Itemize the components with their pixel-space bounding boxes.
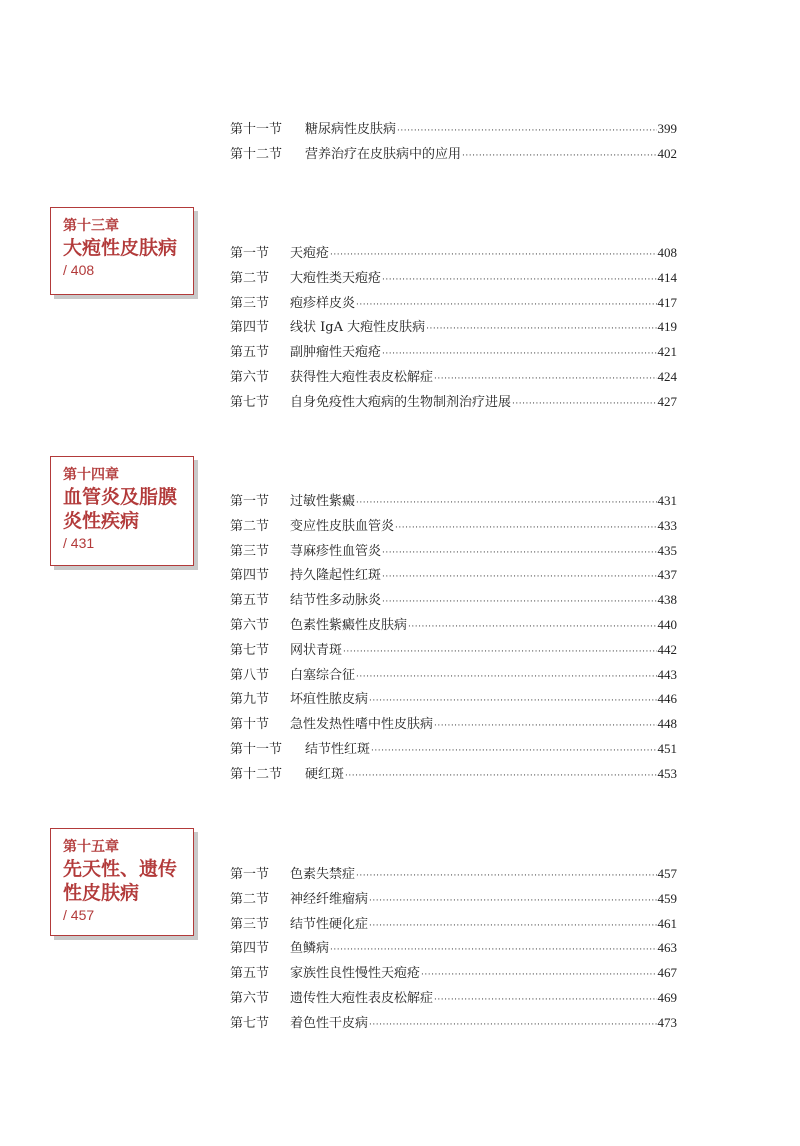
section-title: 获得性大疱性表皮松解症 (290, 369, 434, 385)
section-title: 荨麻疹性血管炎 (290, 543, 382, 559)
dot-leader (408, 622, 656, 632)
section-title: 色素性紫癜性皮肤病 (290, 617, 408, 633)
toc-row[interactable] (230, 614, 677, 639)
section-label: 第五节 (230, 593, 270, 609)
dot-leader (462, 151, 656, 161)
section-label: 第五节 (230, 966, 270, 982)
toc-row[interactable] (230, 962, 677, 987)
section-label: 第四节 (230, 568, 270, 584)
chapter-number: 第十五章 (63, 839, 119, 855)
dot-leader (512, 399, 656, 409)
chapter-14-heading[interactable] (50, 456, 194, 566)
section-title: 线状 IgA 大疱性皮肤病 (290, 320, 426, 336)
toc-row[interactable] (230, 242, 677, 267)
dot-leader (434, 374, 656, 384)
toc-row[interactable] (230, 143, 677, 168)
toc-row[interactable] (230, 391, 677, 416)
section-label: 第四节 (230, 320, 270, 336)
toc-list-chapter-15 (230, 863, 677, 1037)
dot-leader (382, 548, 656, 558)
section-title: 家族性良性慢性天疱疮 (290, 966, 421, 982)
dot-leader (382, 597, 656, 607)
section-title: 天疱疮 (290, 246, 330, 261)
section-label: 第五节 (230, 345, 270, 361)
section-title: 结节性红斑 (305, 741, 371, 757)
section-title: 鱼鳞病 (290, 941, 330, 957)
dot-leader (345, 771, 656, 781)
chapter-15-heading[interactable] (50, 828, 194, 936)
section-page: 473 (657, 1014, 677, 1030)
toc-row[interactable] (230, 564, 677, 589)
chapter-title: 大疱性皮肤病 (63, 237, 178, 259)
section-label: 第二节 (230, 270, 270, 286)
chapter-title: 血管炎及脂膜 炎性疾病 (63, 486, 178, 532)
section-title: 白塞综合征 (290, 667, 356, 683)
dot-leader (330, 945, 656, 955)
section-label: 第十二节 (230, 766, 283, 782)
section-title: 遗传性大疱性表皮松解症 (290, 990, 434, 1006)
section-title: 变应性皮肤血管炎 (290, 518, 395, 534)
section-page: 451 (657, 740, 677, 756)
section-page: 408 (657, 245, 677, 260)
section-page: 440 (657, 616, 677, 632)
section-page: 461 (657, 915, 677, 931)
section-label: 第十一节 (230, 122, 283, 137)
dot-leader (382, 275, 656, 285)
dot-leader (397, 126, 656, 136)
section-page: 427 (657, 393, 677, 409)
section-title: 色素失禁症 (290, 867, 356, 882)
toc-row[interactable] (230, 913, 677, 938)
section-page: 419 (657, 319, 677, 335)
section-title: 大疱性类天疱疮 (290, 270, 382, 286)
toc-row[interactable] (230, 267, 677, 292)
section-page: 469 (657, 989, 677, 1005)
dot-leader (382, 349, 656, 359)
dot-leader (330, 250, 656, 260)
dot-leader (369, 696, 656, 706)
toc-list-chapter-13 (230, 242, 677, 416)
toc-row[interactable] (230, 341, 677, 366)
section-title: 硬红斑 (305, 766, 345, 782)
section-label: 第一节 (230, 867, 270, 882)
section-label: 第七节 (230, 394, 270, 410)
section-page: 459 (657, 890, 677, 906)
toc-row[interactable] (230, 863, 677, 888)
section-title: 持久隆起性红斑 (290, 568, 382, 584)
dot-leader (356, 498, 656, 508)
section-title: 结节性硬化症 (290, 916, 369, 932)
section-label: 第十一节 (230, 741, 283, 757)
section-label: 第十节 (230, 717, 270, 733)
toc-row[interactable] (230, 688, 677, 713)
section-label: 第八节 (230, 667, 270, 683)
section-title: 急性发热性嗜中性皮肤病 (290, 717, 434, 733)
section-title: 着色性干皮病 (290, 1015, 369, 1031)
section-page: 433 (657, 517, 677, 533)
section-page: 438 (657, 592, 677, 608)
section-title: 过敏性紫癜 (290, 494, 356, 509)
toc-row[interactable] (230, 515, 677, 540)
section-label: 第六节 (230, 369, 270, 385)
chapter-13-heading[interactable] (50, 207, 194, 295)
section-label: 第一节 (230, 494, 270, 509)
section-page: 402 (657, 145, 677, 161)
section-title: 营养治疗在皮肤病中的应用 (305, 146, 462, 162)
toc-list-chapter-14 (230, 490, 677, 788)
section-label: 第三节 (230, 916, 270, 932)
section-label: 第一节 (230, 246, 270, 261)
chapter-page: / 457 (63, 907, 95, 923)
section-page: 421 (657, 344, 677, 360)
dot-leader (434, 721, 656, 731)
section-title: 副肿瘤性天疱疮 (290, 345, 382, 361)
section-page: 457 (657, 866, 677, 881)
dot-leader (382, 572, 656, 582)
section-page: 448 (657, 716, 677, 732)
dot-leader (426, 324, 656, 334)
section-page: 437 (657, 567, 677, 583)
section-page: 442 (657, 641, 677, 657)
toc-row[interactable] (230, 888, 677, 913)
toc-row[interactable] (230, 589, 677, 614)
toc-list-prev (230, 118, 677, 168)
section-page: 463 (657, 940, 677, 956)
toc-row[interactable] (230, 713, 677, 738)
dot-leader (343, 647, 656, 657)
toc-row[interactable] (230, 490, 677, 515)
section-title: 糖尿病性皮肤病 (305, 122, 397, 137)
section-label: 第六节 (230, 617, 270, 633)
toc-row[interactable] (230, 292, 677, 317)
dot-leader (356, 871, 656, 881)
section-page: 417 (657, 294, 677, 310)
section-label: 第六节 (230, 990, 270, 1006)
dot-leader (369, 921, 656, 931)
section-page: 431 (657, 493, 677, 508)
section-label: 第十二节 (230, 146, 283, 162)
section-label: 第二节 (230, 891, 270, 907)
section-page: 453 (657, 765, 677, 781)
toc-row[interactable] (230, 540, 677, 565)
section-page: 446 (657, 691, 677, 707)
section-label: 第三节 (230, 543, 270, 559)
toc-row[interactable] (230, 763, 677, 788)
dot-leader (371, 746, 656, 756)
toc-row[interactable] (230, 937, 677, 962)
section-label: 第三节 (230, 295, 270, 311)
section-label: 第七节 (230, 642, 270, 658)
chapter-title: 先天性、遗传 性皮肤病 (63, 858, 178, 904)
section-label: 第四节 (230, 941, 270, 957)
dot-leader (395, 523, 656, 533)
toc-row[interactable] (230, 366, 677, 391)
section-label: 第九节 (230, 692, 270, 708)
section-title: 坏疽性脓皮病 (290, 692, 369, 708)
section-title: 结节性多动脉炎 (290, 593, 382, 609)
dot-leader (421, 970, 656, 980)
section-page: 424 (657, 368, 677, 384)
chapter-page: / 408 (63, 262, 95, 278)
chapter-number: 第十四章 (63, 467, 119, 483)
section-title: 神经纤维瘤病 (290, 891, 369, 907)
section-title: 网状青斑 (290, 642, 343, 658)
toc-row[interactable] (230, 639, 677, 664)
dot-leader (356, 672, 656, 682)
dot-leader (356, 300, 656, 310)
section-page: 467 (657, 965, 677, 981)
section-page: 435 (657, 542, 677, 558)
chapter-page: / 431 (63, 535, 95, 551)
dot-leader (434, 995, 656, 1005)
section-label: 第二节 (230, 518, 270, 534)
dot-leader (369, 1020, 656, 1030)
toc-row[interactable] (230, 1012, 677, 1037)
toc-row[interactable] (230, 316, 677, 341)
toc-row[interactable] (230, 664, 677, 689)
section-title: 疱疹样皮炎 (290, 295, 356, 311)
section-page: 399 (657, 121, 677, 136)
toc-row[interactable] (230, 738, 677, 763)
section-label: 第七节 (230, 1015, 270, 1031)
toc-row[interactable] (230, 987, 677, 1012)
dot-leader (369, 896, 656, 906)
chapter-number: 第十三章 (63, 218, 119, 234)
section-title: 自身免疫性大疱病的生物制剂治疗进展 (290, 394, 512, 410)
section-page: 414 (657, 269, 677, 285)
section-page: 443 (657, 666, 677, 682)
toc-row[interactable] (230, 118, 677, 143)
